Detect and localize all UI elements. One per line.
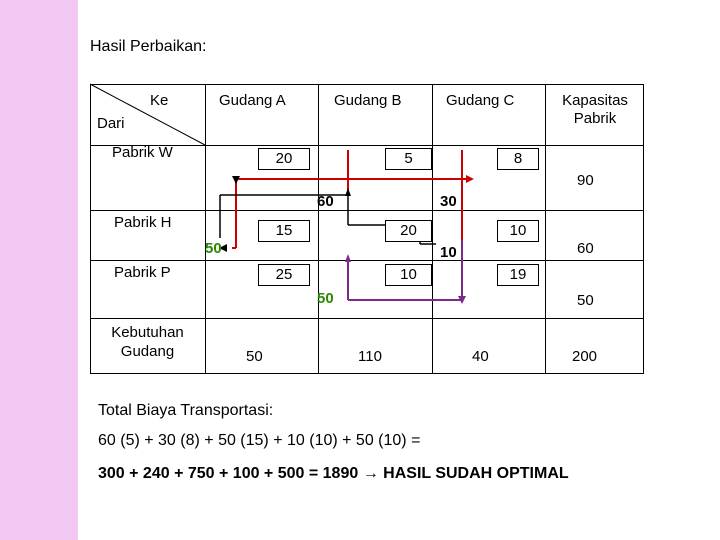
corner-label-dari: Dari — [97, 115, 125, 132]
arrow-head-right — [466, 175, 474, 183]
allocation-h-c: 10 — [440, 244, 457, 261]
summary-formula: 60 (5) + 30 (8) + 50 (15) + 10 (10) + 50 (10) = — [98, 432, 421, 449]
arrow-head-up — [345, 254, 351, 262]
corner-label-ke: Ke — [150, 92, 169, 109]
cost-cell-p-b: 10 — [385, 264, 432, 286]
demand-label-line2: Gudang — [120, 343, 175, 360]
capacity-pabrik-w: 90 — [577, 172, 594, 189]
demand-total: 200 — [572, 348, 598, 365]
demand-gudang-b: 110 — [358, 348, 382, 365]
summary-result-line — [98, 465, 569, 483]
summary-heading: Total Biaya Transportasi: — [98, 402, 274, 419]
cost-cell-h-a: 15 — [258, 220, 310, 242]
row-label-pabrik-p: Pabrik P — [114, 264, 171, 281]
allocation-w-c: 30 — [440, 193, 457, 210]
demand-label-line1: Kebutuhan — [111, 324, 184, 341]
capacity-pabrik-h: 60 — [577, 240, 594, 257]
row-label-pabrik-h: Pabrik H — [114, 214, 172, 231]
demand-gudang-a: 50 — [246, 348, 263, 365]
column-header-capacity-line1: Kapasitas — [562, 92, 628, 109]
column-header-gudang-b: Gudang B — [334, 92, 402, 109]
capacity-pabrik-p: 50 — [577, 292, 594, 309]
cost-cell-h-b: 20 — [385, 220, 432, 242]
cost-cell-w-b: 5 — [385, 148, 432, 170]
allocation-h-a: 50 — [205, 240, 222, 257]
cost-cell-w-a: 20 — [258, 148, 310, 170]
cost-cell-p-c: 19 — [497, 264, 539, 286]
summary-result: 300 + 240 + 750 + 100 + 500 = 1890 — [98, 465, 359, 482]
cost-cell-p-a: 25 — [258, 264, 310, 286]
column-header-gudang-c: Gudang C — [446, 92, 515, 109]
summary-conclusion: HASIL SUDAH OPTIMAL — [383, 465, 569, 482]
page-title: Hasil Perbaikan: — [90, 38, 207, 55]
column-header-gudang-a: Gudang A — [219, 92, 286, 109]
allocation-p-b: 50 — [317, 290, 334, 307]
row-label-pabrik-w: Pabrik W — [112, 144, 173, 161]
column-header-capacity-line2: Pabrik — [573, 110, 617, 127]
cost-cell-h-c: 10 — [497, 220, 539, 242]
cost-cell-w-c: 8 — [497, 148, 539, 170]
arrow-right-icon: → — [362, 465, 379, 482]
allocation-w-b: 60 — [317, 193, 334, 210]
demand-gudang-c: 40 — [472, 348, 489, 365]
